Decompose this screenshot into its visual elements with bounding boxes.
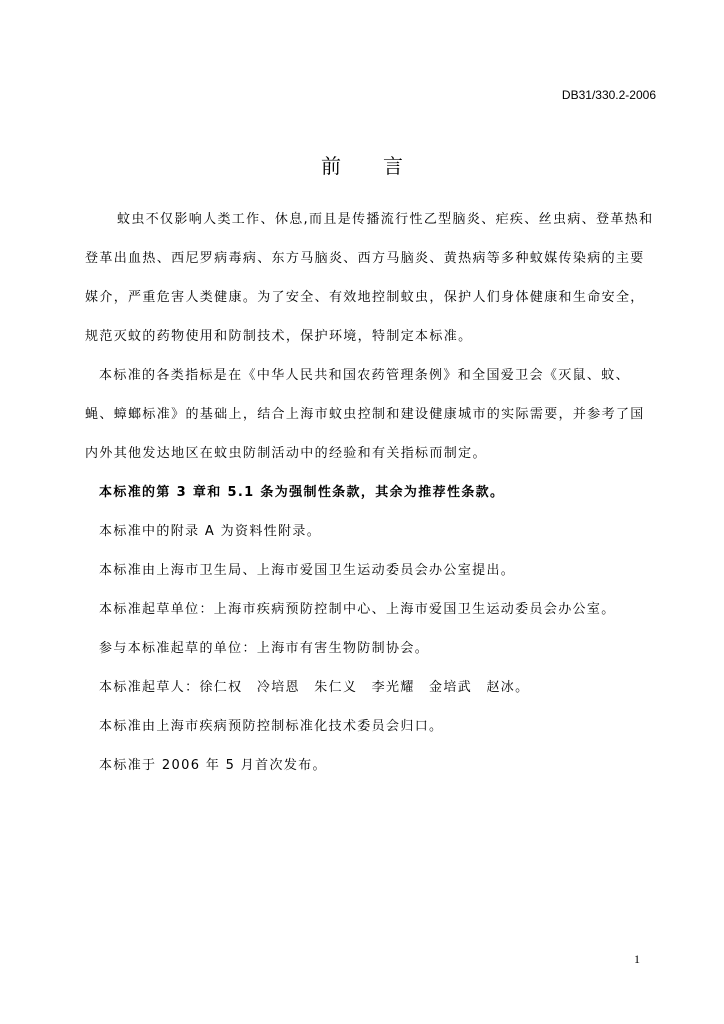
paragraph-release: 本标准于 2006 年 5 月首次发布。 bbox=[99, 758, 327, 773]
paragraph-appendix: 本标准中的附录 A 为资料性附录。 bbox=[99, 524, 322, 539]
page-number: 1 bbox=[634, 952, 640, 966]
paragraph-administration: 本标准由上海市疾病预防控制标准化技术委员会归口。 bbox=[99, 719, 444, 734]
paragraph-participating-unit: 参与本标准起草的单位：上海市有害生物防制协会。 bbox=[99, 641, 430, 656]
paragraph-mandatory-clauses: 本标准的第 3 章和 5.1 条为强制性条款，其余为推荐性条款。 bbox=[99, 485, 505, 500]
doc-code: DB31/330.2-2006 bbox=[561, 88, 656, 102]
paragraph-proposer: 本标准由上海市卫生局、上海市爱国卫生运动委员会办公室提出。 bbox=[99, 563, 516, 578]
paragraph-basis: 本标准的各类指标是在《中华人民共和国农药管理条例》和全国爱卫会《灭鼠、蚊、蝇、蟑螂标准》的基础上，结合上海市蚊虫控制和建设健康城市的实际需要，并参考了国内外其他发达地区在蚊虫防制活动中的经验和有关指标而制定。 bbox=[85, 368, 645, 461]
paragraph-intro: 蚊虫不仅影响人类工作、休息,而且是传播流行性乙型脑炎、疟疾、丝虫病、登革热和登革出血热、西尼罗病毒病、东方马脑炎、西方马脑炎、黄热病等多种蚊媒传染病的主要媒介，严重危害人类健康。为了安全、有效地控制蚊虫，保护人们身体健康和生命安全，规范灭蚊的药物使用和防制技术，保护环境，特制定本标准。 bbox=[85, 212, 654, 344]
paragraph-drafting-units: 本标准起草单位：上海市疾病预防控制中心、上海市爱国卫生运动委员会办公室。 bbox=[99, 602, 616, 617]
page-title: 前言 bbox=[321, 154, 445, 178]
paragraph-drafters: 本标准起草人：徐仁权 冷培恩 朱仁义 李光耀 金培武 赵冰。 bbox=[99, 680, 530, 695]
